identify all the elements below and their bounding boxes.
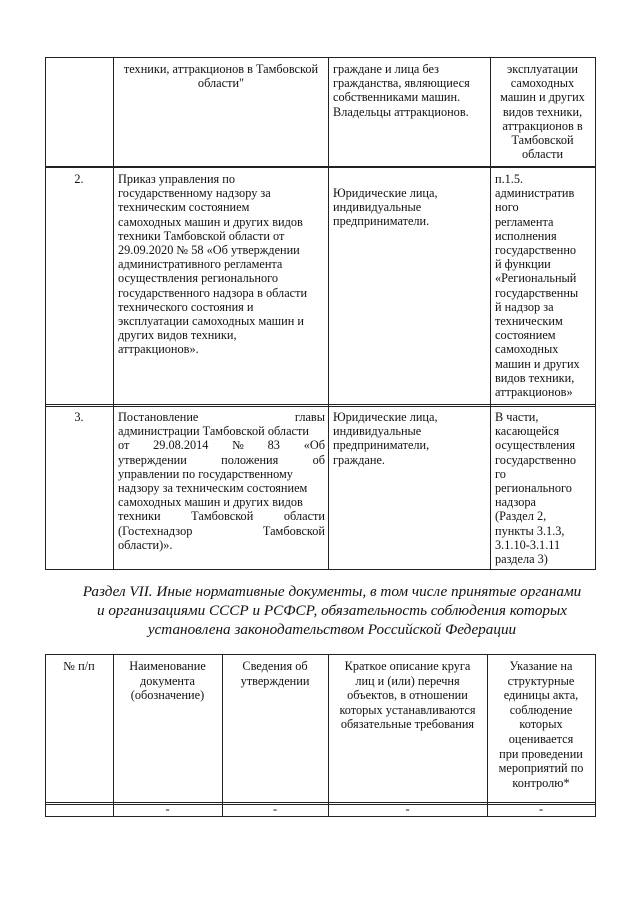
table-border (595, 654, 596, 817)
table-border (45, 57, 595, 58)
empty-value: - (165, 801, 170, 816)
row-number: 3. (74, 410, 84, 424)
table-border (45, 654, 46, 817)
table-border (490, 57, 491, 570)
subjects-cell: Юридические лица, индивидуальные предприниматели. (333, 186, 438, 229)
empty-value: - (538, 801, 544, 816)
document-name-cell: Приказ управления по государственному надзору за техническим состоянием самоходных машин и других видов техники Тамбовской области от 29.09.2020 № 58 «Об утверждении административного регламента осуществления регионального государственного надзора в области технического состояния и эксплуатации самоходных машин и других видов техники, аттракционов». (118, 172, 308, 357)
subjects-cell: граждане и лица без гражданства, являющиеся собственниками машин. Владельцы аттракционов. (333, 62, 470, 119)
structural-units-cell: п.1.5. административ ного регламента исполнения государственно й функции «Региональный государственны й надзор за техническим состоянием самоходных машин и других видов техники, аттракционов» (495, 172, 580, 400)
table-border (45, 57, 46, 570)
column-header: Сведения об утверждении (240, 659, 310, 688)
empty-value: - (405, 801, 410, 816)
table-border (45, 167, 595, 168)
table-border (595, 57, 596, 570)
empty-value: - (272, 801, 278, 816)
table-border (45, 569, 595, 570)
structural-units-cell: В части, касающейся осуществления государственно го регионального надзора (Раздел 2, пункты 3.1.3, 3.1.10-3.1.11 раздела 3) (495, 410, 577, 567)
column-header: Наименование документа (обозначение) (129, 659, 206, 703)
table-border (45, 406, 595, 407)
table-border (45, 654, 595, 655)
document-name-cell: техники, аттракционов в Тамбовской области" (123, 62, 319, 91)
column-header: Указание на структурные единицы акта, соблюдение которых оценивается при проведении мероприятий по контролю* (498, 659, 584, 790)
section-heading: Раздел VII. Иные нормативные документы, в том числе принятые органами и организациями СССР и РСФСР, обязательность соблюдения которых установлена законодательством Российской Федерации (82, 583, 582, 638)
column-header: № п/п (63, 659, 95, 673)
document-name-cell: Постановление главы администрации Тамбовской области от 29.08.2014 № 83 «Об утверждении положения об управлении по государственному надзору за техническим состоянием самоходных машин и других видов техники Тамбовской области (Гостехнадзор Тамбовской области)». (118, 410, 325, 552)
table-border (45, 404, 595, 405)
subjects-cell: Юридические лица, индивидуальные предприниматели, граждане. (333, 410, 438, 467)
column-header: Краткое описание круга лиц и (или) перечня объектов, в отношении которых устанавливаются обязательные требования (339, 659, 476, 732)
table-border (328, 57, 329, 570)
table-border (113, 57, 114, 570)
row-number: 2. (74, 172, 84, 186)
structural-units-cell: эксплуатации самоходных машин и других видов техники, аттракционов в Тамбовской области (500, 62, 585, 162)
